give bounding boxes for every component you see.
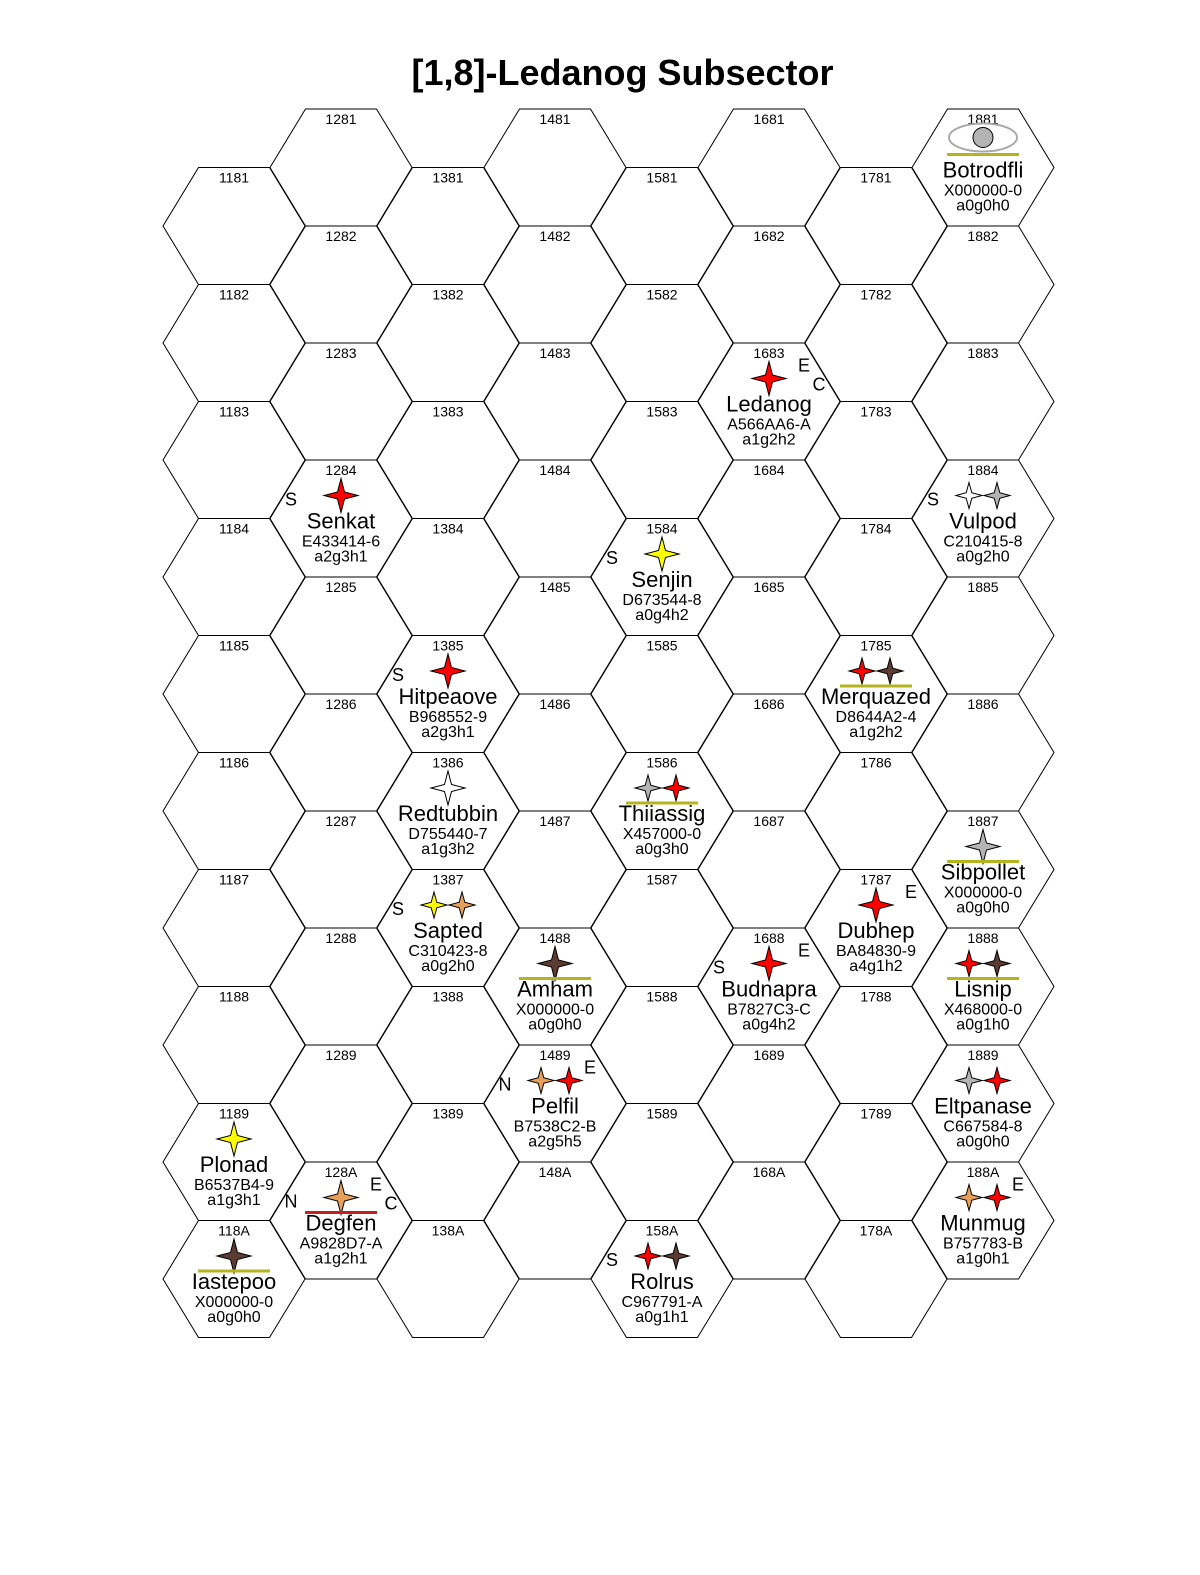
world-uwp: C210415-8 [943, 533, 1023, 551]
world-name: Dubhep [837, 918, 915, 943]
base-code: E [797, 355, 811, 376]
hex-number: 1185 [218, 637, 250, 654]
hex-number: 1382 [432, 286, 464, 303]
hex-number: 1889 [967, 1047, 999, 1063]
world-name: Botrodfli [942, 157, 1024, 183]
base-code: N [498, 1074, 512, 1095]
world-name: Vulpod [949, 508, 1017, 534]
world-trade-code: a2g5h5 [528, 1133, 582, 1151]
hex-number: 188A [966, 1164, 1000, 1180]
hex-number: 1486 [539, 696, 571, 712]
world-uwp: D755440-7 [408, 826, 488, 843]
world-name: Hitpeaove [398, 684, 498, 709]
world-uwp: E433414-6 [301, 533, 381, 551]
world-uwp: X000000-0 [943, 884, 1023, 902]
world-uwp: X000000-0 [943, 182, 1023, 200]
hex-number: 1286 [325, 696, 357, 712]
hex-number: 1888 [967, 930, 999, 946]
world-trade-code: a1g2h1 [314, 1250, 368, 1268]
hex-number: 1381 [432, 169, 464, 186]
hex-number: 1885 [967, 579, 999, 595]
base-code: E [904, 882, 918, 902]
world-trade-code: a1g3h2 [421, 841, 475, 858]
hex-number: 1482 [539, 228, 571, 244]
hex-number: 1589 [646, 1105, 678, 1122]
base-code: S [712, 957, 726, 978]
base-code: S [605, 1250, 619, 1270]
hex-number: 1483 [539, 345, 571, 361]
hex-number: 1881 [967, 111, 999, 127]
hex-number: 1785 [860, 637, 892, 654]
hex-number: 1784 [860, 520, 892, 537]
hex-number: 1585 [646, 637, 678, 654]
base-code: S [284, 489, 298, 510]
hex-number: 1284 [325, 462, 357, 478]
world-uwp: B757783-B [942, 1235, 1024, 1253]
world-uwp: B7827C3-C [727, 1001, 811, 1019]
world-trade-code: a1g2h2 [849, 724, 903, 741]
world-trade-code: a1g3h1 [207, 1192, 261, 1209]
hex-number: 1388 [432, 988, 464, 1005]
world-uwp: C310423-8 [408, 943, 488, 960]
world-uwp: X468000-0 [943, 1001, 1023, 1019]
hex-number: 1289 [325, 1047, 357, 1063]
world-uwp: BA84830-9 [835, 943, 917, 960]
hex-number: 1687 [753, 813, 785, 829]
hex-number: 1184 [218, 520, 250, 537]
hex-number: 1783 [860, 403, 892, 420]
world-name: Ledanog [726, 391, 812, 417]
world-uwp: X000000-0 [515, 1001, 595, 1019]
hex-number: 1883 [967, 345, 999, 361]
world-name: Thiiassig [618, 801, 706, 826]
world-name: Senjin [631, 567, 693, 592]
world-trade-code: a1g2h2 [742, 431, 796, 449]
base-code: C [384, 1193, 398, 1214]
base-code: E [369, 1174, 383, 1195]
base-code: E [583, 1057, 597, 1078]
hex-number: 1586 [646, 754, 678, 771]
world-uwp: D673544-8 [622, 592, 702, 609]
world-trade-code: a2g3h1 [421, 724, 475, 741]
world-trade-code: a0g0h0 [207, 1309, 261, 1326]
base-code: S [926, 489, 940, 510]
hex-number: 1386 [432, 754, 464, 771]
world-name: Eltpanase [934, 1093, 1032, 1119]
hex-number: 1487 [539, 813, 571, 829]
hex-number: 1887 [967, 813, 999, 829]
world-trade-code: a2g3h1 [314, 548, 368, 566]
world-name: Sapted [413, 918, 483, 943]
hex-number: 128A [324, 1164, 358, 1180]
world-trade-code: a0g1h0 [956, 1016, 1010, 1034]
world-uwp: B7538C2-B [513, 1118, 597, 1136]
world-name: Degfen [305, 1210, 377, 1236]
hex-number: 1183 [218, 403, 250, 420]
hex-number: 1186 [218, 754, 250, 771]
hex-number: 178A [859, 1222, 893, 1239]
hex-number: 1583 [646, 403, 678, 420]
hex-number: 1488 [539, 930, 571, 946]
base-code: S [391, 665, 405, 685]
hex-number: 1684 [753, 462, 785, 478]
hex-number: 1886 [967, 696, 999, 712]
hex-number: 1188 [218, 988, 250, 1005]
hex-number: 1389 [432, 1105, 464, 1122]
base-code: E [1011, 1174, 1025, 1195]
world-name: Amham [517, 976, 593, 1002]
world-name: Lisnip [954, 976, 1012, 1002]
world-uwp: C667584-8 [943, 1118, 1023, 1136]
world-name: Senkat [306, 508, 376, 534]
hex-number: 1884 [967, 462, 999, 478]
hex-number: 1588 [646, 988, 678, 1005]
base-code: S [391, 899, 405, 919]
hex-number: 1281 [325, 111, 357, 127]
hex-number: 1285 [325, 579, 357, 595]
hex-number: 138A [431, 1222, 465, 1239]
hex-number: 1788 [860, 988, 892, 1005]
planet-icon [973, 128, 993, 148]
world-uwp: B6537B4-9 [193, 1177, 275, 1194]
world-name: Plonad [199, 1152, 269, 1177]
world-uwp: B968552-9 [408, 709, 488, 726]
world-name: Redtubbin [397, 801, 499, 826]
world-name: Sibpollet [940, 859, 1026, 885]
base-code: N [284, 1191, 298, 1212]
hex-number: 1581 [646, 169, 678, 186]
hex-number: 1385 [432, 637, 464, 654]
hex-number: 1481 [539, 111, 571, 127]
world-uwp: A566AA6-A [727, 416, 811, 434]
hex-number: 1288 [325, 930, 357, 946]
hex-number: 1787 [860, 871, 892, 888]
hex-number: 1283 [325, 345, 357, 361]
hex-number: 1584 [646, 520, 678, 537]
world-uwp: X000000-0 [194, 1294, 274, 1311]
base-code: C [812, 374, 826, 395]
world-name: Budnapra [721, 976, 817, 1002]
hex-number: 1682 [753, 228, 785, 244]
world-trade-code: a0g1h1 [635, 1309, 689, 1326]
world-trade-code: a0g4h2 [742, 1016, 796, 1034]
world-name: Pelfil [531, 1093, 579, 1119]
hex-number: 168A [752, 1164, 786, 1180]
hex-number: 1587 [646, 871, 678, 888]
hex-number: 158A [645, 1222, 679, 1239]
hex-number: 1681 [753, 111, 785, 127]
world-trade-code: a0g4h2 [635, 607, 689, 624]
base-code: S [605, 548, 619, 568]
world-name: Munmug [940, 1210, 1026, 1236]
hex-number: 1683 [753, 345, 785, 361]
hex-grid [163, 109, 1054, 1338]
hex-number: 118A [218, 1222, 250, 1239]
world-trade-code: a1g0h1 [956, 1250, 1010, 1268]
world-trade-code: a0g3h0 [635, 841, 689, 858]
hex-number: 1689 [753, 1047, 785, 1063]
hex-number: 148A [538, 1164, 572, 1180]
hex-number: 1489 [539, 1047, 571, 1063]
world-name: Rolrus [630, 1269, 694, 1294]
world-trade-code: a0g0h0 [528, 1016, 582, 1034]
world-name: Iastepoo [191, 1269, 277, 1294]
world-trade-code: a0g2h0 [421, 958, 475, 975]
hex-number: 1781 [860, 169, 892, 186]
hex-number: 1782 [860, 286, 892, 303]
hex-number: 1187 [218, 871, 250, 888]
hex-number: 1384 [432, 520, 464, 537]
world-trade-code: a0g0h0 [956, 1133, 1010, 1151]
hex-number: 1786 [860, 754, 892, 771]
world-trade-code: a0g2h0 [956, 548, 1010, 566]
hex-number: 1484 [539, 462, 571, 478]
hex-number: 1189 [218, 1105, 250, 1122]
hex-number: 1485 [539, 579, 571, 595]
world-uwp: D8644A2-4 [835, 709, 917, 726]
world-uwp: A9828D7-A [299, 1235, 383, 1253]
hex-number: 1383 [432, 403, 464, 420]
world-trade-code: a4g1h2 [849, 958, 903, 975]
world-uwp: X457000-0 [622, 826, 702, 843]
hex-number: 1789 [860, 1105, 892, 1122]
hex-number: 1882 [967, 228, 999, 244]
hex-number: 1688 [753, 930, 785, 946]
map-title: [1,8]-Ledanog Subsector [411, 52, 834, 93]
hex-number: 1685 [753, 579, 785, 595]
world-uwp: C967791-A [621, 1294, 703, 1311]
hex-number: 1287 [325, 813, 357, 829]
world-name: Merquazed [820, 684, 932, 709]
world-trade-code: a0g0h0 [956, 197, 1010, 215]
base-code: E [797, 940, 811, 961]
world-trade-code: a0g0h0 [956, 899, 1010, 917]
hex-number: 1182 [218, 286, 250, 303]
hex-number: 1181 [218, 169, 250, 186]
hex-number: 1387 [432, 871, 464, 888]
hex-number: 1582 [646, 286, 678, 303]
hex-number: 1686 [753, 696, 785, 712]
hex-number: 1282 [325, 228, 357, 244]
